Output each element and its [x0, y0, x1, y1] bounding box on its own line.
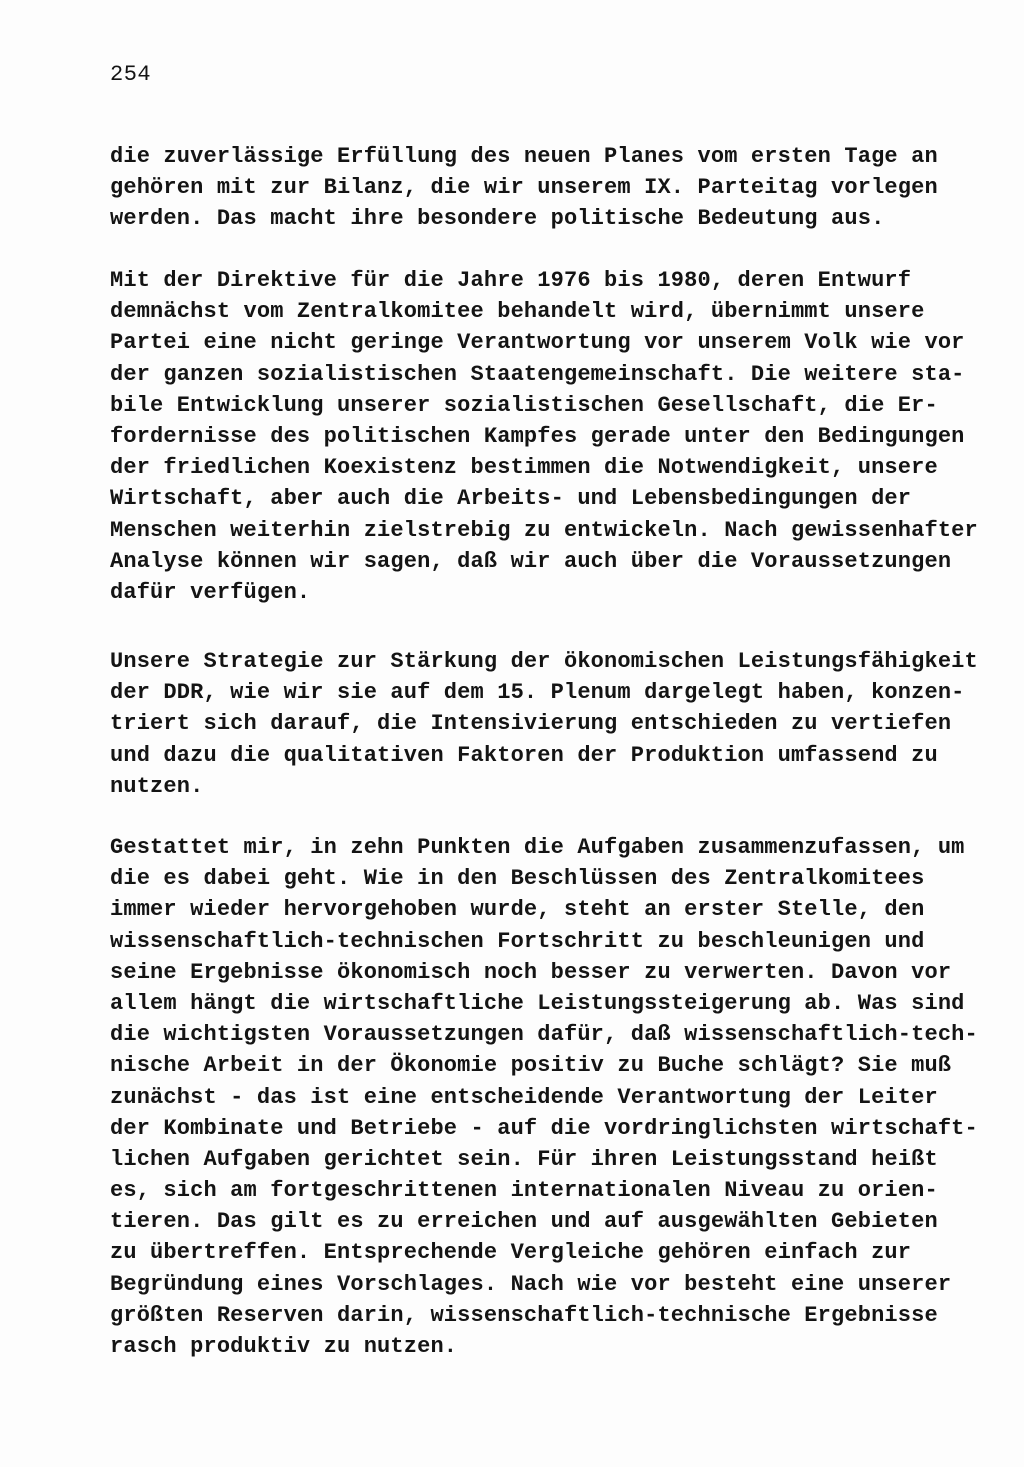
text-line: wissenschaftlich-technischen Fortschritt zu beschleunigen und: [110, 928, 925, 954]
text-line: die es dabei geht. Wie in den Beschlüssen des Zentralkomitees: [110, 866, 925, 892]
text-line: größten Reserven darin, wissenschaftlich-technische Ergebnisse: [110, 1302, 938, 1328]
text-line: der DDR, wie wir sie auf dem 15. Plenum dargelegt haben, konzen-: [110, 680, 965, 706]
text-line: tieren. Das gilt es zu erreichen und auf ausgewählten Gebieten: [110, 1209, 938, 1235]
text-line: dafür verfügen.: [110, 579, 311, 605]
text-line: Wirtschaft, aber auch die Arbeits- und Lebensbedingungen der: [110, 486, 912, 512]
text-line: lichen Aufgaben gerichtet sein. Für ihren Leistungsstand heißt: [110, 1146, 938, 1172]
paragraph-4: [110, 832, 978, 1362]
text-line: der ganzen sozialistischen Staatengemeinschaft. Die weitere sta-: [110, 361, 965, 387]
text-line: rasch produktiv zu nutzen.: [110, 1334, 458, 1359]
text-line: die zuverlässige Erfüllung des neuen Planes vom ersten Tage an: [110, 144, 938, 169]
text-line: Partei eine nicht geringe Verantwortung vor unserem Volk wie vor: [110, 330, 965, 356]
text-line: nische Arbeit in der Ökonomie positiv zu Buche schlägt? Sie muß: [110, 1053, 952, 1079]
text-line: es, sich am fortgeschrittenen internationalen Niveau zu orien-: [110, 1178, 938, 1204]
text-line: zunächst - das ist eine entscheidende Verantwortung der Leiter: [110, 1084, 938, 1110]
paragraph-3: [110, 646, 978, 802]
text-line: werden. Das macht ihre besondere politische Bedeutung aus.: [110, 206, 885, 232]
text-line: und dazu die qualitativen Faktoren der Produktion umfassend zu: [110, 742, 938, 768]
text-line: demnächst vom Zentralkomitee behandelt wird, übernimmt unsere: [110, 299, 925, 325]
text-line: bile Entwicklung unserer sozialistischen Gesellschaft, die Er-: [110, 392, 938, 418]
paragraph-1: [110, 141, 938, 235]
text-line: Mit der Direktive für die Jahre 1976 bis 1980, deren Entwurf: [110, 268, 912, 293]
text-line: nutzen.: [110, 773, 204, 799]
text-line: zu übertreffen. Entsprechende Vergleiche gehören einfach zur: [110, 1240, 912, 1266]
text-line: die wichtigsten Voraussetzungen dafür, daß wissenschaftlich-tech-: [110, 1022, 978, 1048]
page-number: 254: [110, 62, 152, 87]
text-line: Begründung eines Vorschlages. Nach wie vor besteht eine unserer: [110, 1271, 952, 1297]
text-line: Menschen weiterhin zielstrebig zu entwickeln. Nach gewissenhafter: [110, 517, 978, 543]
text-line: triert sich darauf, die Intensivierung entschieden zu vertiefen: [110, 711, 952, 737]
text-line: seine Ergebnisse ökonomisch noch besser zu verwerten. Davon vor: [110, 959, 952, 985]
text-line: Unsere Strategie zur Stärkung der ökonomischen Leistungsfähigkeit: [110, 649, 978, 674]
text-line: fordernisse des politischen Kampfes gerade unter den Bedingungen: [110, 423, 965, 449]
text-line: gehören mit zur Bilanz, die wir unserem IX. Parteitag vorlegen: [110, 175, 938, 201]
text-line: immer wieder hervorgehoben wurde, steht an erster Stelle, den: [110, 897, 925, 923]
text-line: der Kombinate und Betriebe - auf die vordringlichsten wirtschaft-: [110, 1115, 978, 1141]
paragraph-2: [110, 265, 978, 608]
text-line: Gestattet mir, in zehn Punkten die Aufgaben zusammenzufassen, um: [110, 835, 965, 860]
text-line: der friedlichen Koexistenz bestimmen die Notwendigkeit, unsere: [110, 455, 938, 481]
text-line: Analyse können wir sagen, daß wir auch über die Voraussetzungen: [110, 548, 952, 574]
text-line: allem hängt die wirtschaftliche Leistungssteigerung ab. Was sind: [110, 990, 965, 1016]
